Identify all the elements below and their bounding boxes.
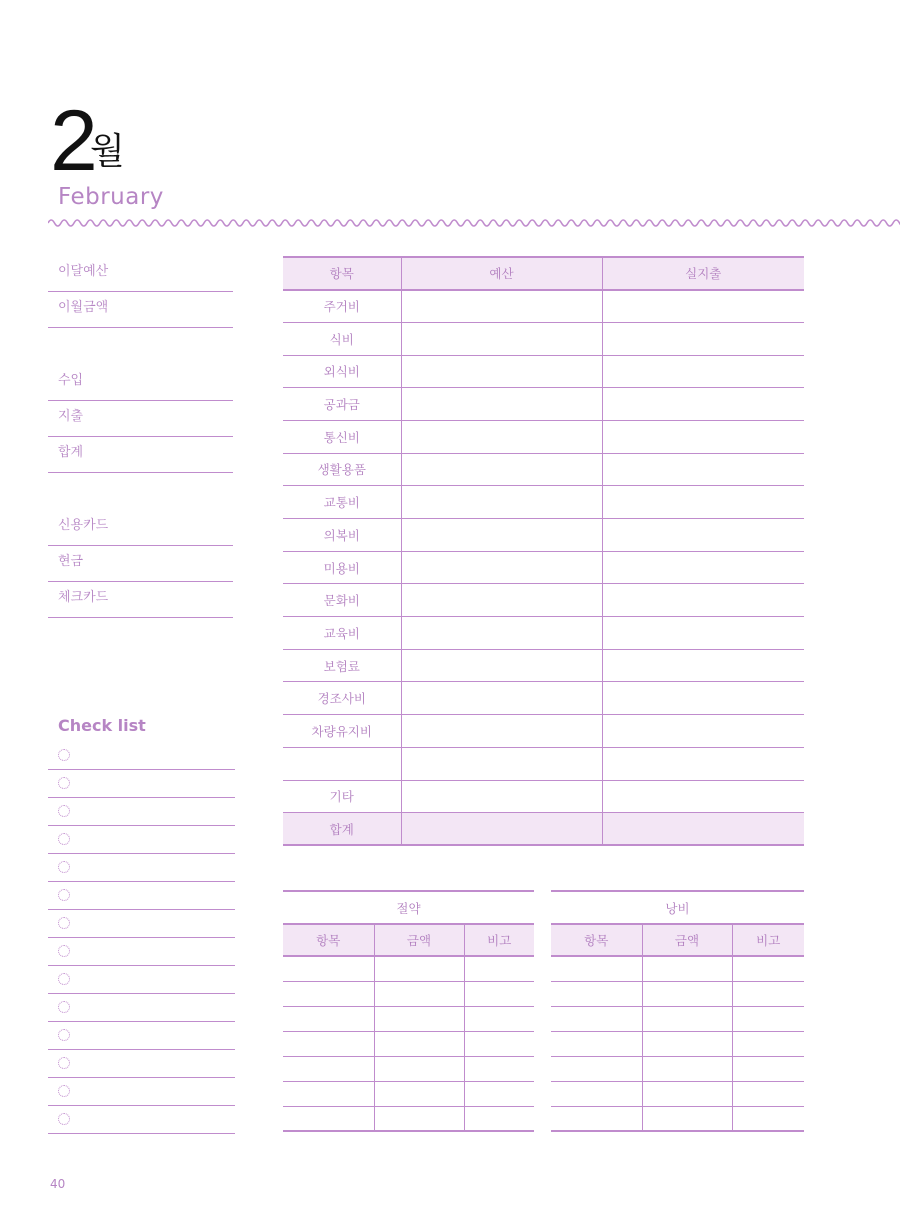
waste-note-cell[interactable]: [732, 1056, 804, 1081]
wave-divider: [48, 214, 900, 232]
waste-item-cell[interactable]: [551, 1106, 642, 1131]
checklist-item[interactable]: [48, 798, 235, 826]
savings-item-cell[interactable]: [283, 1031, 374, 1056]
budget-row: [283, 290, 804, 323]
actual-cell[interactable]: [602, 420, 804, 453]
budget-cell[interactable]: [401, 551, 602, 584]
summary-row-cash[interactable]: 현금: [48, 546, 233, 582]
savings-amount-cell[interactable]: [374, 1056, 464, 1081]
budget-cell[interactable]: [401, 649, 602, 682]
income-summary: [48, 365, 233, 473]
summary-row-budget[interactable]: 이달예산: [48, 256, 233, 292]
savings-note-cell[interactable]: [464, 1006, 534, 1031]
checkbox-circle-icon[interactable]: [58, 917, 70, 929]
waste-note-cell[interactable]: [732, 1031, 804, 1056]
waste-item-cell[interactable]: [551, 1006, 642, 1031]
budget-row-label: 공과금: [283, 388, 401, 421]
month-korean-label: 월: [90, 131, 125, 172]
waste-amount-cell[interactable]: [642, 1031, 732, 1056]
savings-row: [283, 1031, 534, 1056]
header-item: 항목: [283, 257, 401, 290]
budget-row: [283, 551, 804, 584]
waste-header-amount: 금액: [642, 924, 732, 956]
checkbox-circle-icon[interactable]: [58, 1057, 70, 1069]
checkbox-circle-icon[interactable]: [58, 777, 70, 789]
checklist-item[interactable]: [48, 1022, 235, 1050]
checklist-title: Check list: [58, 716, 146, 735]
savings-row: [283, 981, 534, 1006]
checkbox-circle-icon[interactable]: [58, 833, 70, 845]
actual-cell[interactable]: [602, 322, 804, 355]
actual-cell[interactable]: [602, 388, 804, 421]
checkbox-circle-icon[interactable]: [58, 1113, 70, 1125]
header-actual: 실지출: [602, 257, 804, 290]
savings-note-cell[interactable]: [464, 1056, 534, 1081]
savings-note-cell[interactable]: [464, 1081, 534, 1106]
waste-item-cell[interactable]: [551, 956, 642, 981]
actual-cell[interactable]: [602, 682, 804, 715]
checklist-item[interactable]: [48, 1050, 235, 1078]
actual-cell[interactable]: [602, 617, 804, 650]
actual-cell[interactable]: [602, 519, 804, 552]
waste-item-cell[interactable]: [551, 981, 642, 1006]
waste-note-cell[interactable]: [732, 1081, 804, 1106]
budget-cell[interactable]: [401, 519, 602, 552]
savings-note-cell[interactable]: [464, 1106, 534, 1131]
checklist: [48, 742, 235, 1134]
checkbox-circle-icon[interactable]: [58, 805, 70, 817]
waste-header-item: 항목: [551, 924, 642, 956]
waste-row: [551, 981, 804, 1006]
waste-amount-cell[interactable]: [642, 1056, 732, 1081]
budget-row-label: 식비: [283, 322, 401, 355]
budget-row-label: 주거비: [283, 290, 401, 323]
waste-note-cell[interactable]: [732, 1006, 804, 1031]
budget-row-label: 경조사비: [283, 682, 401, 715]
summary-row-total[interactable]: 합계: [48, 437, 233, 473]
month-english-label: February: [58, 184, 164, 210]
savings-header-note: 비고: [464, 924, 534, 956]
checklist-item[interactable]: [48, 994, 235, 1022]
budget-cell[interactable]: [401, 420, 602, 453]
actual-cell[interactable]: [602, 486, 804, 519]
waste-amount-cell[interactable]: [642, 956, 732, 981]
actual-cell[interactable]: [602, 453, 804, 486]
waste-row: [551, 956, 804, 981]
checklist-item[interactable]: [48, 742, 235, 770]
waste-item-cell[interactable]: [551, 1056, 642, 1081]
checkbox-circle-icon[interactable]: [58, 1001, 70, 1013]
budget-cell[interactable]: [401, 747, 602, 780]
budget-total-row: [283, 813, 804, 846]
budget-row-label: 교육비: [283, 617, 401, 650]
checkbox-circle-icon[interactable]: [58, 973, 70, 985]
waste-title: 낭비: [551, 891, 804, 924]
budget-row: [283, 617, 804, 650]
budget-row: [283, 715, 804, 748]
summary-row-check-card[interactable]: 체크카드: [48, 582, 233, 618]
checkbox-circle-icon[interactable]: [58, 1029, 70, 1041]
budget-row: [283, 388, 804, 421]
budget-cell[interactable]: [401, 715, 602, 748]
budget-row: [283, 453, 804, 486]
checklist-item[interactable]: [48, 770, 235, 798]
budget-cell[interactable]: [401, 584, 602, 617]
savings-row: [283, 1106, 534, 1131]
actual-cell[interactable]: [602, 747, 804, 780]
actual-cell[interactable]: [602, 715, 804, 748]
budget-row-label: 통신비: [283, 420, 401, 453]
budget-row-label: 생활용품: [283, 453, 401, 486]
savings-item-cell[interactable]: [283, 1081, 374, 1106]
checklist-item[interactable]: [48, 1106, 235, 1134]
budget-row: [283, 649, 804, 682]
waste-header-note: 비고: [732, 924, 804, 956]
budget-cell[interactable]: [401, 780, 602, 813]
checklist-item[interactable]: [48, 966, 235, 994]
budget-row-label: 미용비: [283, 551, 401, 584]
budget-row-label: 의복비: [283, 519, 401, 552]
savings-header-amount: 금액: [374, 924, 464, 956]
budget-row-label: 기타: [283, 780, 401, 813]
savings-row: [283, 1006, 534, 1031]
waste-note-cell[interactable]: [732, 956, 804, 981]
month-number: 2: [50, 93, 96, 189]
summary-row-income[interactable]: 수입: [48, 365, 233, 401]
budget-row-label: 외식비: [283, 355, 401, 388]
actual-cell[interactable]: [602, 584, 804, 617]
budget-cell[interactable]: [401, 453, 602, 486]
checklist-item[interactable]: [48, 910, 235, 938]
budget-row-label: [283, 747, 401, 780]
budget-row: [283, 584, 804, 617]
savings-table: [283, 890, 534, 1132]
summary-row-carryover[interactable]: 이월금액: [48, 292, 233, 328]
savings-amount-cell[interactable]: [374, 1081, 464, 1106]
budget-row: [283, 682, 804, 715]
savings-amount-cell[interactable]: [374, 1006, 464, 1031]
checkbox-circle-icon[interactable]: [58, 889, 70, 901]
waste-item-cell[interactable]: [551, 1081, 642, 1106]
savings-title: 절약: [283, 891, 534, 924]
savings-item-cell[interactable]: [283, 981, 374, 1006]
budget-row: [283, 486, 804, 519]
savings-note-cell[interactable]: [464, 1031, 534, 1056]
budget-cell[interactable]: [401, 617, 602, 650]
actual-cell[interactable]: [602, 649, 804, 682]
checkbox-circle-icon[interactable]: [58, 749, 70, 761]
savings-item-cell[interactable]: [283, 1006, 374, 1031]
savings-item-cell[interactable]: [283, 1106, 374, 1131]
budget-summary: [48, 256, 233, 328]
budget-row-label: 차량유지비: [283, 715, 401, 748]
savings-row: [283, 1056, 534, 1081]
savings-amount-cell[interactable]: [374, 1106, 464, 1131]
budget-total-cell[interactable]: [401, 813, 602, 846]
savings-note-cell[interactable]: [464, 981, 534, 1006]
waste-item-cell[interactable]: [551, 1031, 642, 1056]
budget-cell[interactable]: [401, 388, 602, 421]
budget-cell[interactable]: [401, 322, 602, 355]
savings-amount-cell[interactable]: [374, 981, 464, 1006]
savings-note-cell[interactable]: [464, 956, 534, 981]
checklist-item[interactable]: [48, 826, 235, 854]
header-budget: 예산: [401, 257, 602, 290]
payment-summary: [48, 510, 233, 618]
budget-row-label: 문화비: [283, 584, 401, 617]
waste-amount-cell[interactable]: [642, 1006, 732, 1031]
savings-item-cell[interactable]: [283, 956, 374, 981]
savings-amount-cell[interactable]: [374, 956, 464, 981]
budget-row: [283, 747, 804, 780]
budget-row: [283, 322, 804, 355]
budget-table: [283, 256, 804, 846]
savings-row: [283, 1081, 534, 1106]
budget-row: [283, 420, 804, 453]
budget-row: [283, 519, 804, 552]
waste-note-cell[interactable]: [732, 981, 804, 1006]
waste-row: [551, 1081, 804, 1106]
savings-header-item: 항목: [283, 924, 374, 956]
checklist-item[interactable]: [48, 854, 235, 882]
actual-cell[interactable]: [602, 551, 804, 584]
checklist-item[interactable]: [48, 1078, 235, 1106]
budget-row: [283, 780, 804, 813]
budget-total-label: 합계: [283, 813, 401, 846]
page-number: 40: [50, 1177, 66, 1191]
savings-amount-cell[interactable]: [374, 1031, 464, 1056]
waste-row: [551, 1031, 804, 1056]
budget-cell[interactable]: [401, 290, 602, 323]
budget-cell[interactable]: [401, 682, 602, 715]
actual-total-cell[interactable]: [602, 813, 804, 846]
waste-row: [551, 1106, 804, 1131]
checkbox-circle-icon[interactable]: [58, 861, 70, 873]
checklist-item[interactable]: [48, 882, 235, 910]
waste-amount-cell[interactable]: [642, 1081, 732, 1106]
savings-row: [283, 956, 534, 981]
waste-amount-cell[interactable]: [642, 981, 732, 1006]
checkbox-circle-icon[interactable]: [58, 1085, 70, 1097]
waste-table: [551, 890, 804, 1132]
checkbox-circle-icon[interactable]: [58, 945, 70, 957]
checklist-item[interactable]: [48, 938, 235, 966]
actual-cell[interactable]: [602, 355, 804, 388]
waste-row: [551, 1006, 804, 1031]
waste-row: [551, 1056, 804, 1081]
budget-row-label: 보험료: [283, 649, 401, 682]
savings-item-cell[interactable]: [283, 1056, 374, 1081]
budget-row-label: 교통비: [283, 486, 401, 519]
budget-cell[interactable]: [401, 486, 602, 519]
budget-row: [283, 355, 804, 388]
actual-cell[interactable]: [602, 290, 804, 323]
summary-row-credit-card[interactable]: 신용카드: [48, 510, 233, 546]
actual-cell[interactable]: [602, 780, 804, 813]
budget-cell[interactable]: [401, 355, 602, 388]
waste-amount-cell[interactable]: [642, 1106, 732, 1131]
summary-row-expense[interactable]: 지출: [48, 401, 233, 437]
waste-note-cell[interactable]: [732, 1106, 804, 1131]
